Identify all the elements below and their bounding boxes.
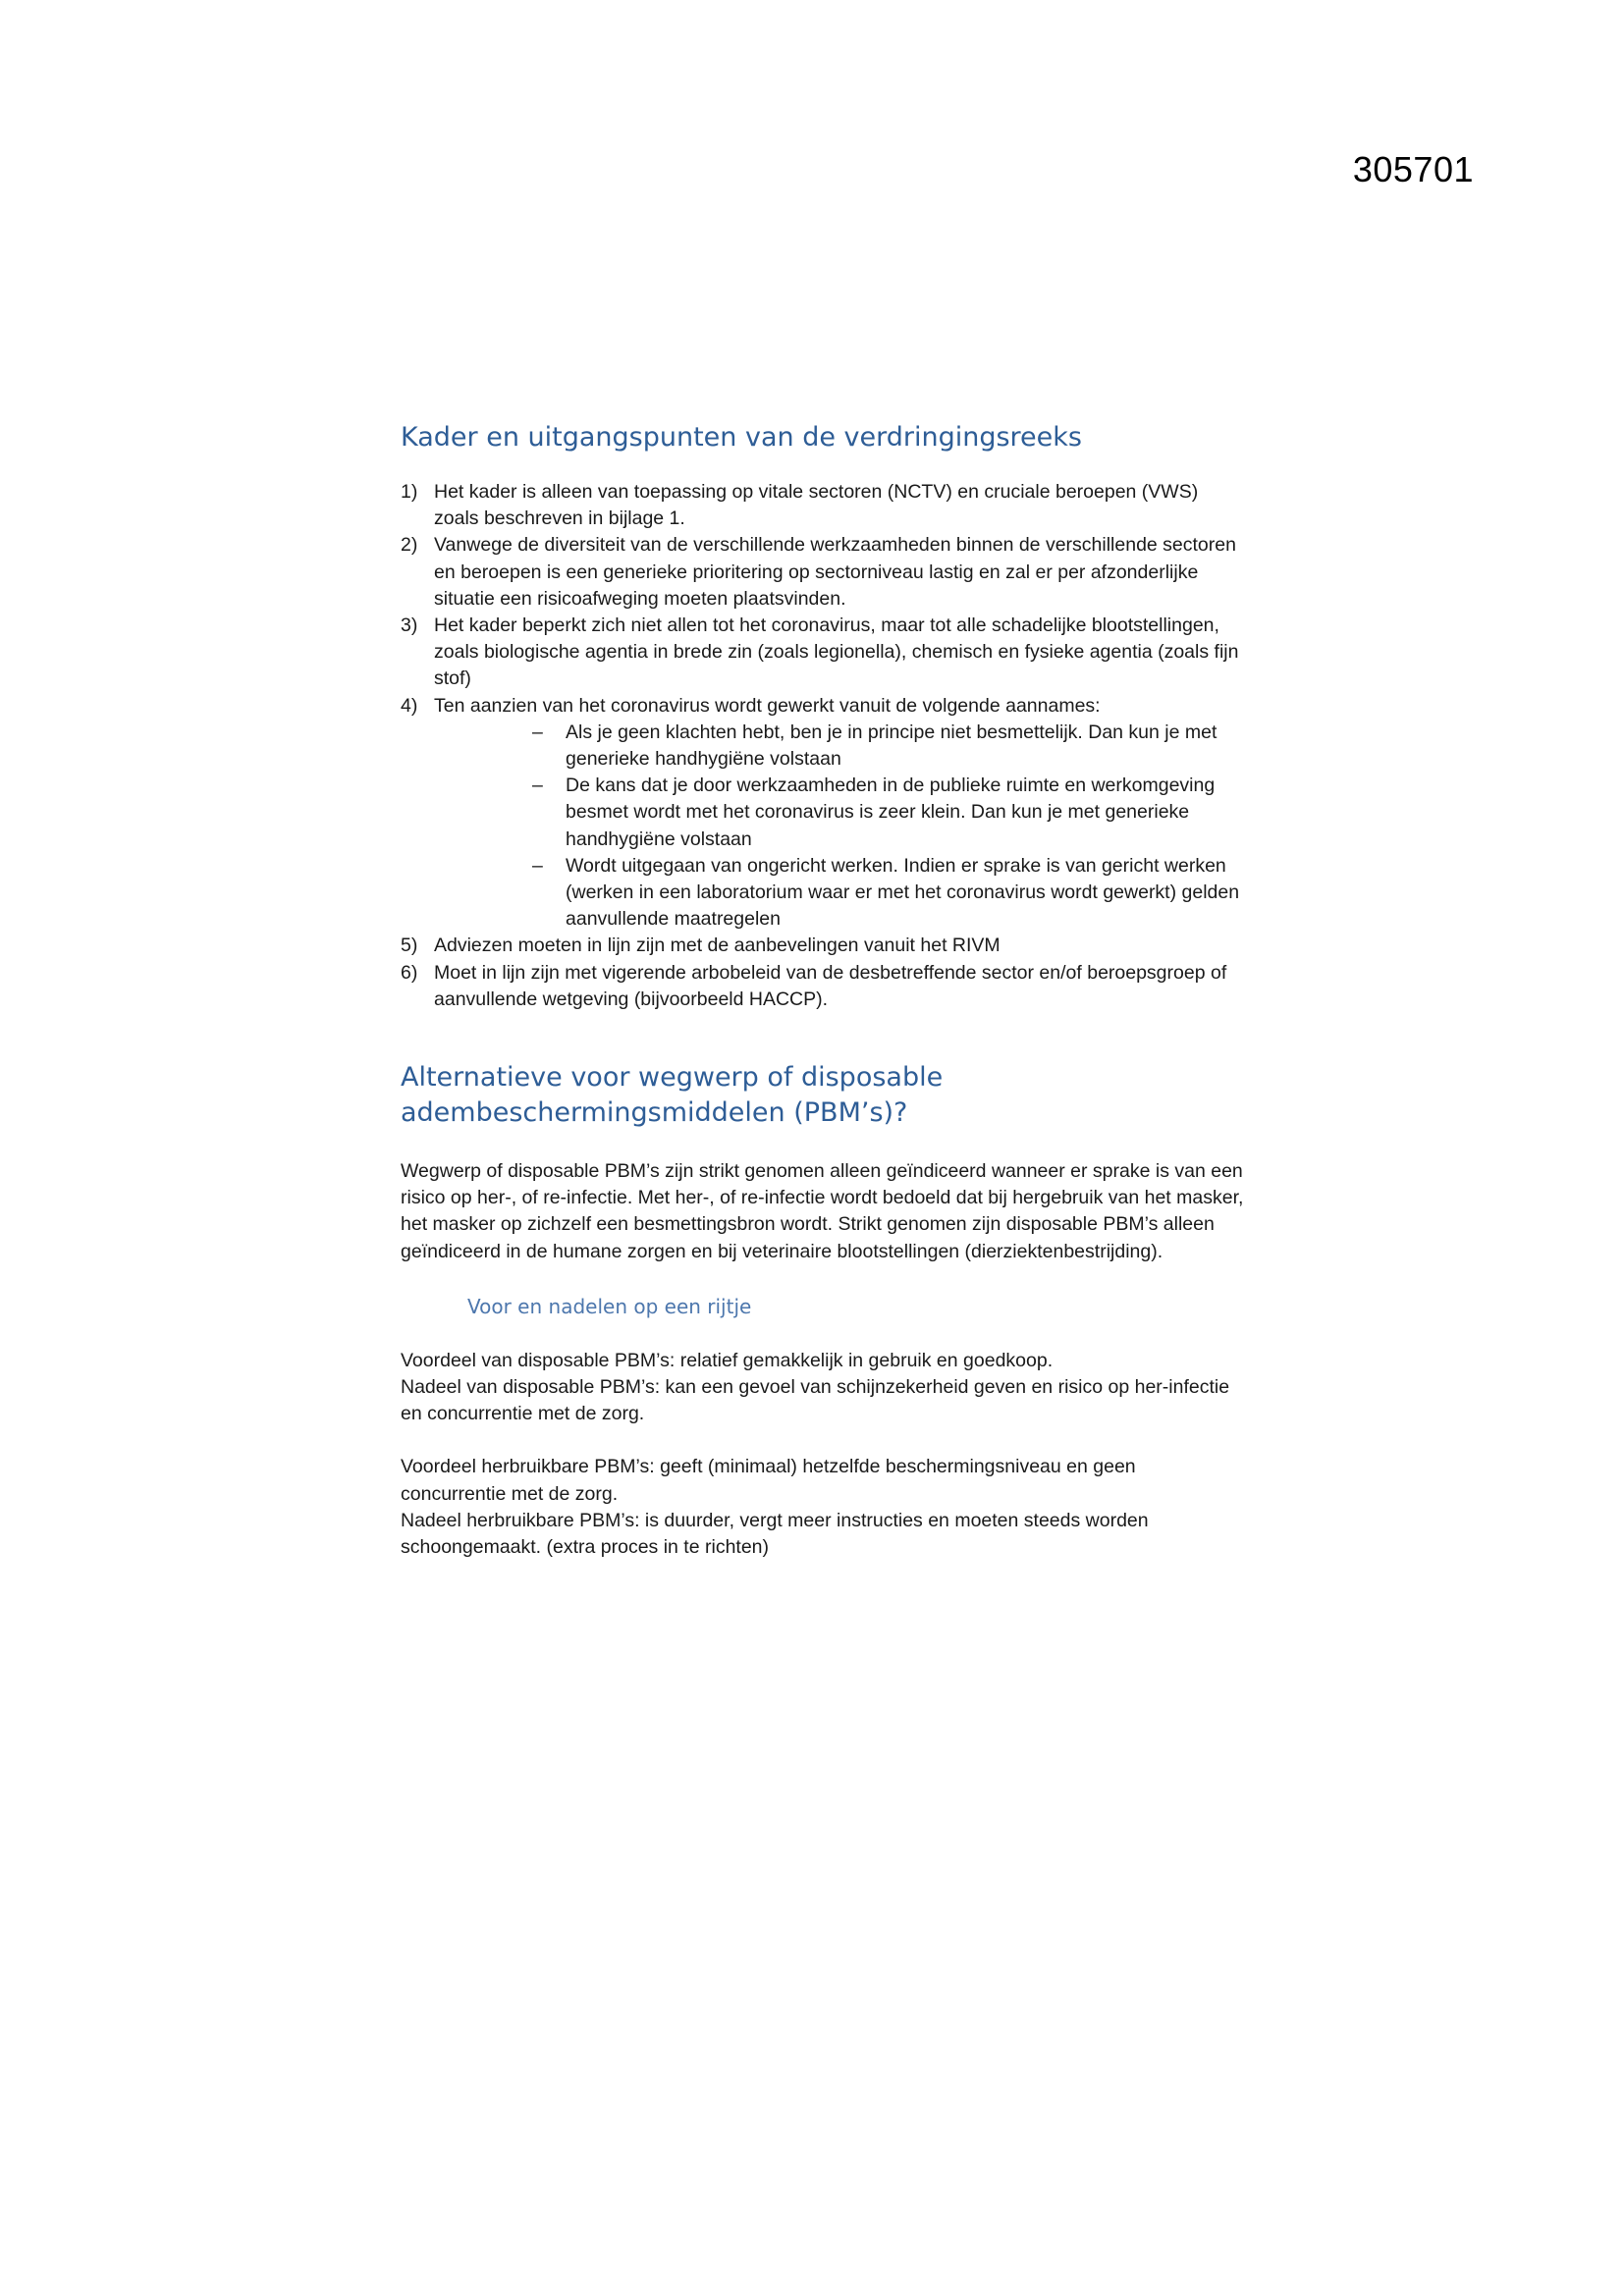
list-item	[401, 693, 1245, 934]
reusable-pro-text: Voordeel herbruikbare PBM’s: geeft (minimaal) hetzelfde beschermingsniveau en geen concurrentie met de zorg.	[401, 1456, 1136, 1505]
list-item-number: 6)	[401, 961, 418, 984]
list-item-text: Vanwege de diversiteit van de verschillende werkzaamheden binnen de verschillende sectoren en beroepen is een generieke prioritering op sectorniveau lastig en zal er per afzonderlijke situatie een risicoafweging moeten plaatsvinden.	[434, 534, 1236, 610]
dash-bullet: –	[532, 721, 543, 743]
list-item	[401, 532, 1245, 613]
dash-bullet: –	[532, 854, 543, 877]
dash-bullet: –	[532, 774, 543, 797]
list-item-number: 5)	[401, 934, 418, 957]
assumption-item	[532, 773, 1245, 853]
criteria-list	[401, 479, 1245, 1013]
list-item-number: 3)	[401, 614, 418, 637]
section-heading-framework: Kader en uitgangspunten van de verdringingsreeks	[401, 422, 1082, 453]
list-item-text: Adviezen moeten in lijn zijn met de aanbevelingen vanuit het RIVM	[434, 934, 1001, 957]
list-item	[401, 479, 1245, 532]
reusable-con-text: Nadeel herbruikbare PBM’s: is duurder, vergt meer instructies en moeten steeds worden schoongemaakt. (extra proces in te richten)	[401, 1509, 1149, 1559]
disposable-con-text: Nadeel van disposable PBM’s: kan een gevoel van schijnzekerheid geven en risico op her-infectie en concurrentie met de zorg.	[401, 1376, 1230, 1425]
assumption-text: Wordt uitgegaan van ongericht werken. Indien er sprake is van gericht werken (werken in een laboratorium waar er met het coronavirus wordt gewerkt) gelden aanvullende maatregelen	[566, 854, 1240, 931]
list-item	[401, 613, 1245, 693]
document-body	[401, 420, 1245, 1561]
paragraph-spacer	[401, 1427, 1245, 1454]
document-number: 305701	[1352, 149, 1474, 189]
subheading-pros-cons: Voor en nadelen op een rijtje	[467, 1294, 752, 1318]
list-item-text: Het kader is alleen van toepassing op vitale sectoren (NCTV) en cruciale beroepen (VWS) zoals beschreven in bijlage 1.	[434, 481, 1199, 530]
assumptions-list	[434, 720, 1245, 934]
list-item-number: 4)	[401, 694, 418, 717]
list-item	[401, 933, 1245, 959]
list-item-text: Ten aanzien van het coronavirus wordt gewerkt vanuit de volgende aannames:	[434, 694, 1101, 717]
list-item-number: 2)	[401, 534, 418, 557]
assumption-text: Als je geen klachten hebt, ben je in principe niet besmettelijk. Dan kun je met generieke handhygiëne volstaan	[566, 721, 1217, 771]
list-item	[401, 960, 1245, 1013]
list-item-text: Het kader beperkt zich niet allen tot het coronavirus, maar tot alle schadelijke blootstellingen, zoals biologische agentia in brede zin (zoals legionella), chemisch en fysieke agentia (zoals fijn stof)	[434, 614, 1239, 690]
assumption-item	[532, 853, 1245, 934]
list-item-text: Moet in lijn zijn met vigerende arbobeleid van de desbetreffende sector en/of beroepsgroep of aanvullende wetgeving (bijvoorbeeld HACCP).	[434, 961, 1227, 1010]
intro-paragraph: Wegwerp of disposable PBM’s zijn strikt genomen alleen geïndiceerd wanneer er sprake is van een risico op her-, of re-infectie. Met her-, of re-infectie wordt bedoeld dat bij hergebruik van het masker, het masker op zichzelf een besmettingsbron wordt. Strikt genomen zijn disposable PBM’s alleen geïndiceerd in de humane zorgen en bij veterinaire blootstellingen (dierziektenbestrijding).	[401, 1160, 1244, 1262]
disposable-pro-text: Voordeel van disposable PBM’s: relatief gemakkelijk in gebruik en goedkoop.	[401, 1349, 1054, 1371]
list-item-number: 1)	[401, 481, 418, 503]
assumption-text: De kans dat je door werkzaamheden in de publieke ruimte en werkomgeving besmet wordt met het coronavirus is zeer klein. Dan kun je met generieke handhygiëne volstaan	[566, 774, 1216, 850]
section-heading-alternatives: Alternatieve voor wegwerp of disposable adembeschermingsmiddelen (PBM’s)?	[401, 1062, 944, 1129]
assumption-item	[532, 720, 1245, 773]
